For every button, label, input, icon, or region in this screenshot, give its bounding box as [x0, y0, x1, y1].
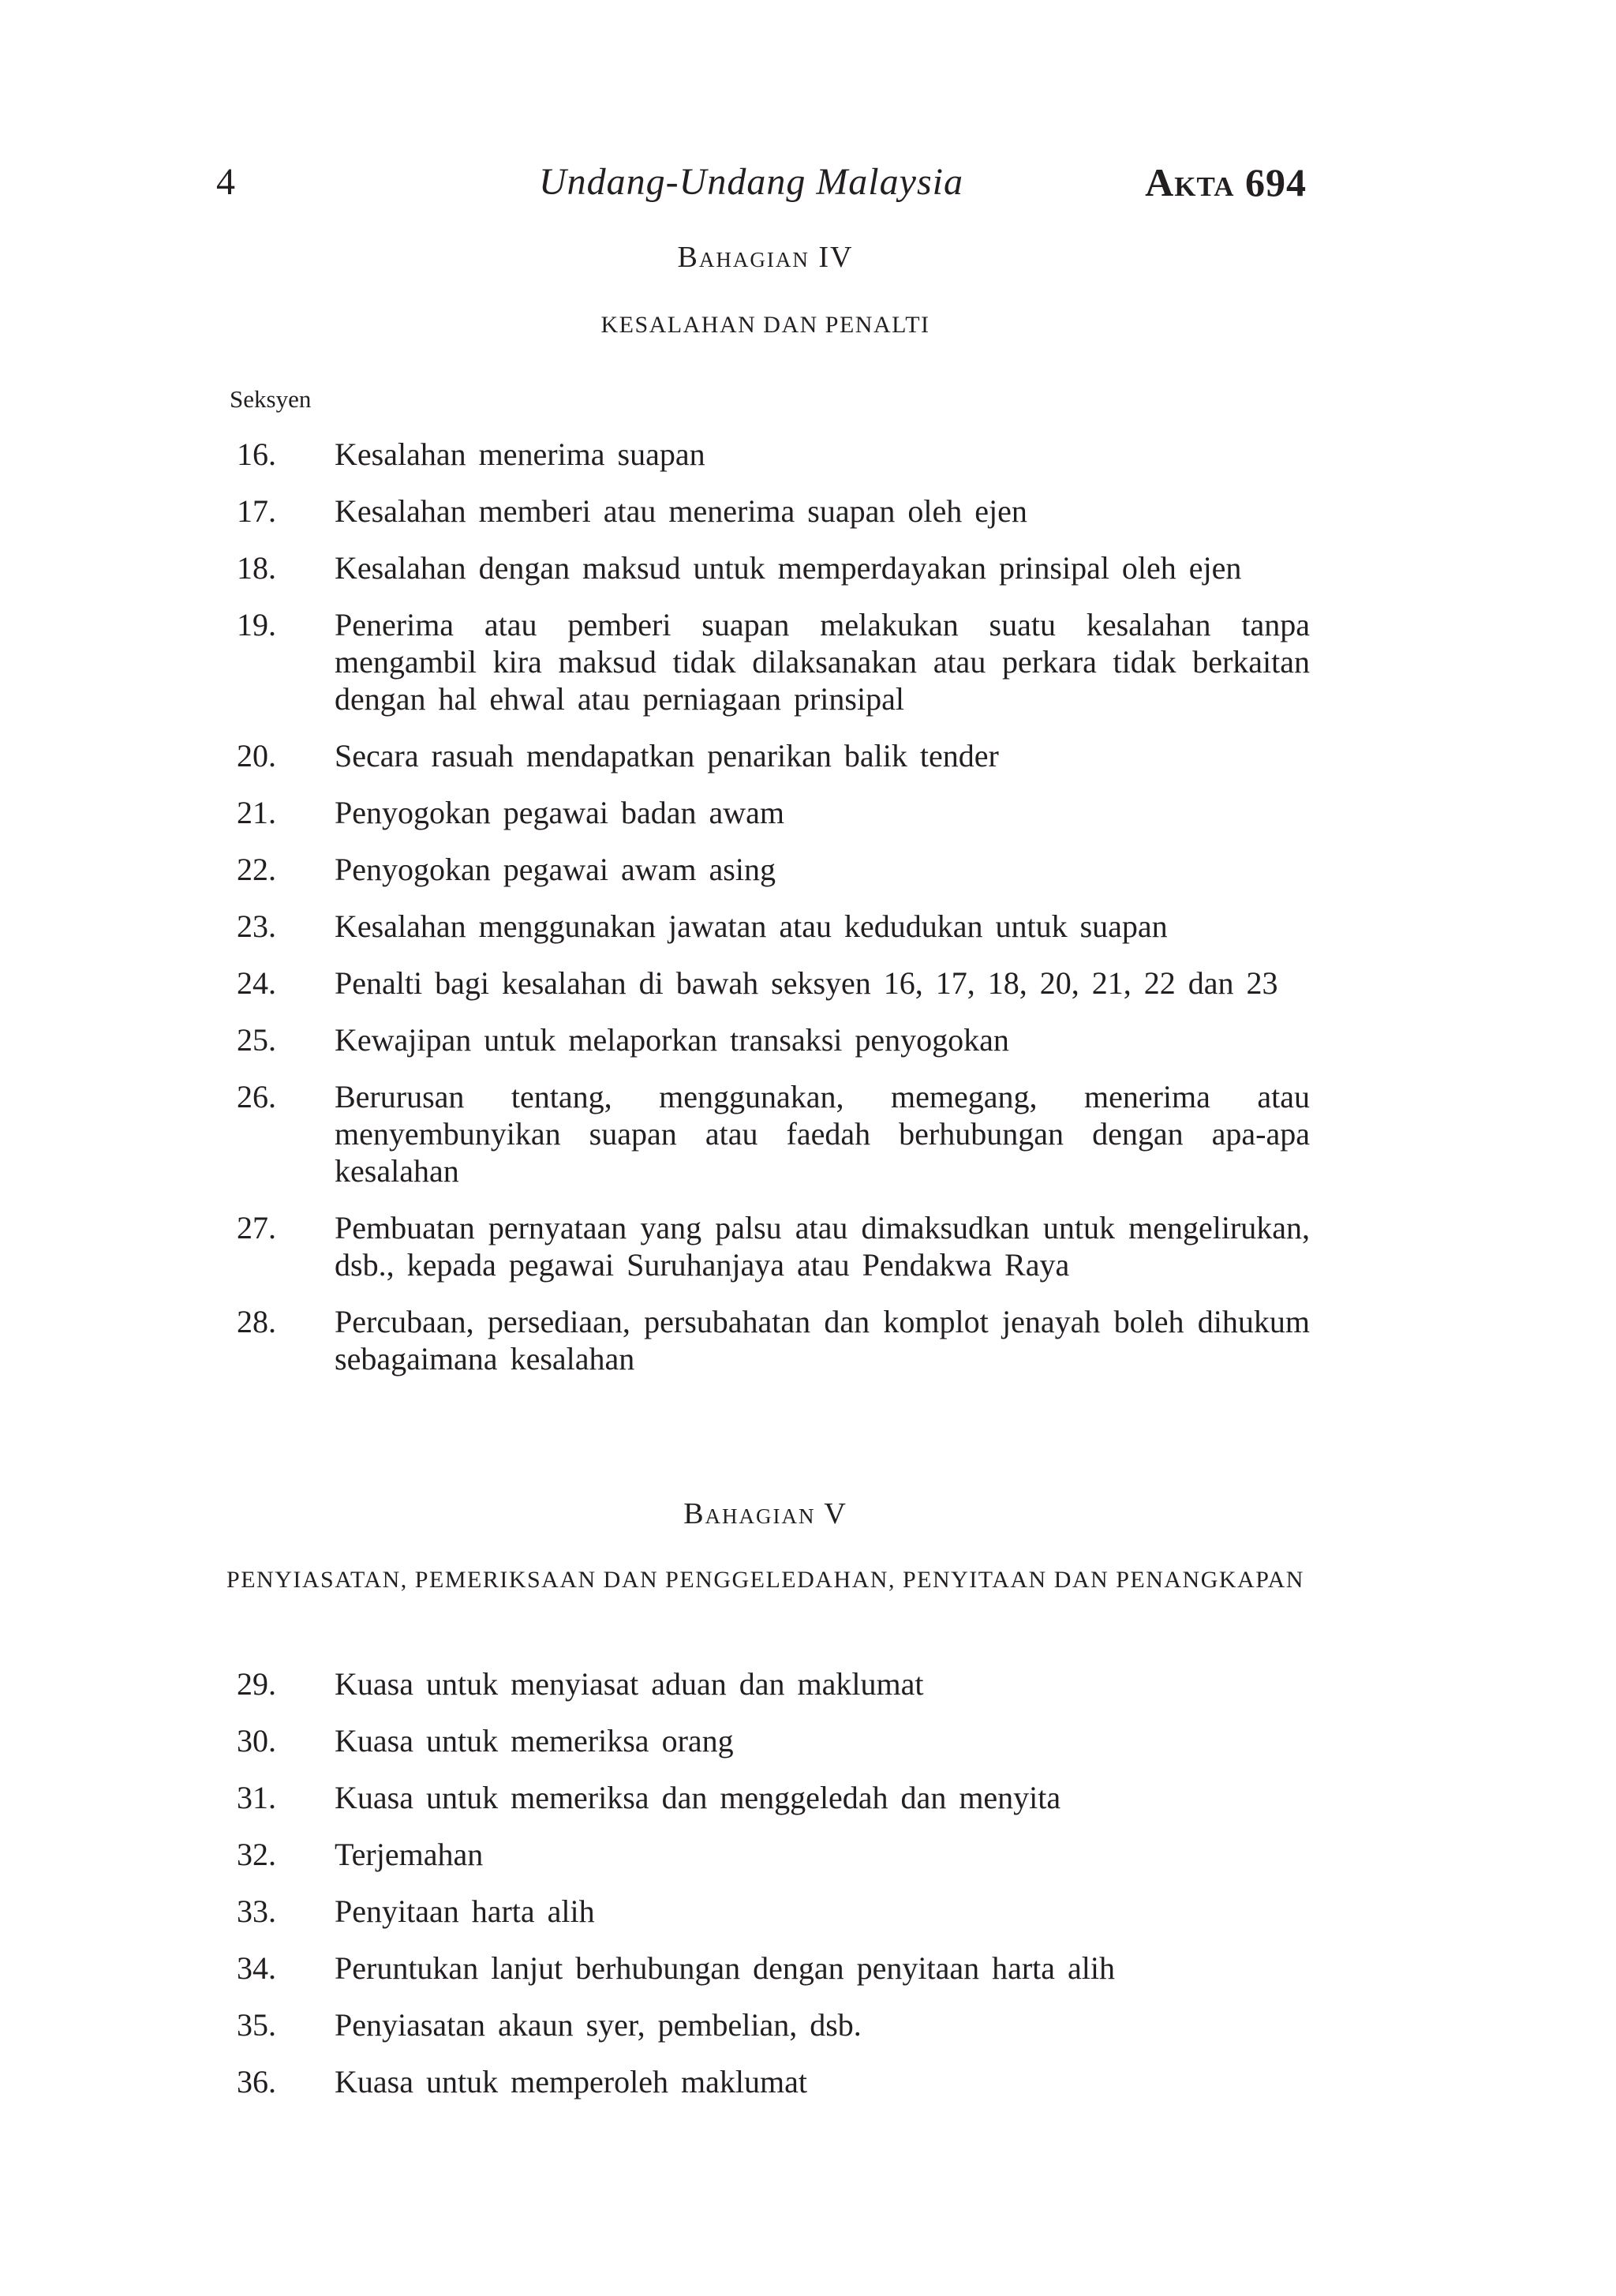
- section-number: 19.: [237, 607, 276, 642]
- section-title: Terjemahan: [335, 1837, 484, 1872]
- section-entry: [237, 1078, 1310, 1189]
- section-title: Penyogokan pegawai badan awam: [335, 795, 785, 830]
- section-entry: [237, 1303, 1310, 1377]
- section-entry: [237, 436, 1310, 473]
- page-number: 4: [216, 161, 235, 203]
- section-entry: [237, 737, 1310, 774]
- section-number: 31.: [237, 1780, 276, 1815]
- section-number: 18.: [237, 550, 276, 586]
- section-entry: [237, 1836, 1310, 1873]
- section-title: Penalti bagi kesalahan di bawah seksyen 16, 17, 18, 20, 21, 22 dan 23: [335, 965, 1278, 1001]
- section-number: 16.: [237, 436, 276, 472]
- section-title: Kesalahan menggunakan jawatan atau kedudukan untuk suapan: [335, 908, 1168, 944]
- section-number: 29.: [237, 1666, 276, 1702]
- section-entry: [237, 549, 1310, 586]
- section-number: 34.: [237, 1950, 276, 1986]
- section-number: 36.: [237, 2064, 276, 2099]
- section-title: Secara rasuah mendapatkan penarikan balik tender: [335, 738, 999, 773]
- section-column-label: Seksyen: [230, 385, 312, 413]
- section-number: 23.: [237, 908, 276, 944]
- section-title: Penyitaan harta alih: [335, 1893, 595, 1929]
- section-entry: [237, 1779, 1310, 1816]
- section-number: 22.: [237, 852, 276, 887]
- running-title: Undang-Undang Malaysia: [539, 161, 963, 203]
- section-entry: [237, 908, 1310, 945]
- section-entry: [237, 1665, 1310, 1702]
- section-entry: [237, 1021, 1310, 1058]
- section-entry: [237, 1950, 1310, 1987]
- act-number: Akta 694: [1145, 160, 1307, 204]
- section-title: Kesalahan memberi atau menerima suapan oleh ejen: [335, 493, 1027, 529]
- section-number: 21.: [237, 795, 276, 830]
- section-title: Peruntukan lanjut berhubungan dengan penyitaan harta alih: [335, 1950, 1116, 1986]
- section-entry: [237, 2063, 1310, 2100]
- section-title: Kesalahan dengan maksud untuk memperdayakan prinsipal oleh ejen: [335, 550, 1242, 586]
- section-title: Berurusan tentang, menggunakan, memegang, menerima atau menyembunyikan suapan atau faedah berhubungan dengan apa-apa kesalahan: [335, 1079, 1310, 1189]
- section-number: 25.: [237, 1022, 276, 1058]
- section-entry: [237, 1893, 1310, 1930]
- section-number: 35.: [237, 2007, 276, 2043]
- section-entry: [237, 1209, 1310, 1283]
- section-title: Percubaan, persediaan, persubahatan dan komplot jenayah boleh dihukum sebagaimana kesalahan: [335, 1304, 1310, 1376]
- section-number: 26.: [237, 1079, 276, 1114]
- section-entry: [237, 851, 1310, 888]
- section-title: Penyogokan pegawai awam asing: [335, 852, 776, 887]
- section-number: 33.: [237, 1893, 276, 1929]
- section-entry: [237, 794, 1310, 831]
- section-number: 28.: [237, 1304, 276, 1339]
- section-title: Kewajipan untuk melaporkan transaksi penyogokan: [335, 1022, 1009, 1058]
- section-title: Kuasa untuk memeriksa dan menggeledah dan menyita: [335, 1780, 1061, 1815]
- section-number: 32.: [237, 1837, 276, 1872]
- section-number: 20.: [237, 738, 276, 773]
- section-number: 30.: [237, 1723, 276, 1759]
- section-entry: [237, 964, 1310, 1002]
- section-entry: [237, 606, 1310, 717]
- part-v-section-list: [237, 1665, 1310, 2120]
- section-title: Penyiasatan akaun syer, pembelian, dsb.: [335, 2007, 862, 2043]
- section-number: 24.: [237, 965, 276, 1001]
- section-title: Pembuatan pernyataan yang palsu atau dimaksudkan untuk mengelirukan, dsb., kepada pegawai Suruhanjaya atau Pendakwa Raya: [335, 1210, 1310, 1283]
- section-number: 17.: [237, 493, 276, 529]
- section-title: Kuasa untuk memeriksa orang: [335, 1723, 734, 1759]
- section-title: Kesalahan menerima suapan: [335, 436, 705, 472]
- section-title: Kuasa untuk menyiasat aduan dan maklumat: [335, 1666, 924, 1702]
- section-entry: [237, 2006, 1310, 2043]
- part-iv-section-list: [237, 436, 1310, 1397]
- section-number: 27.: [237, 1210, 276, 1245]
- part-iv-title: KESALAHAN DAN PENALTI: [600, 312, 930, 338]
- part-v-title: PENYIASATAN, PEMERIKSAAN DAN PENGGELEDAHAN, PENYITAAN DAN PENANGKAPAN: [226, 1567, 1304, 1593]
- section-title: Penerima atau pemberi suapan melakukan suatu kesalahan tanpa mengambil kira maksud tidak dilaksanakan atau perkara tidak berkaitan dengan hal ehwal atau perniagaan prinsipal: [335, 607, 1310, 717]
- section-entry: [237, 1722, 1310, 1759]
- part-iv-label: Bahagian IV: [677, 241, 854, 274]
- part-v-label: Bahagian V: [683, 1497, 847, 1530]
- section-entry: [237, 493, 1310, 530]
- section-title: Kuasa untuk memperoleh maklumat: [335, 2064, 807, 2099]
